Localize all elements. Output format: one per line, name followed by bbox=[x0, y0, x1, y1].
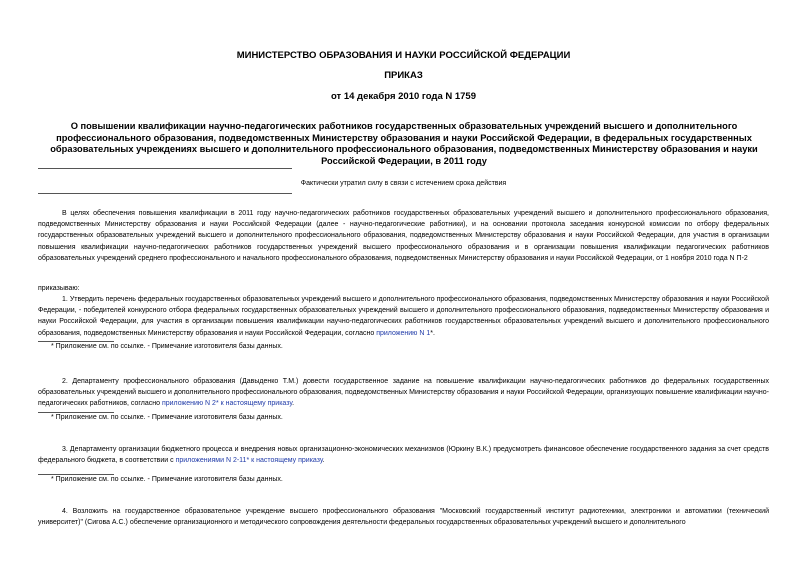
item-1 bbox=[38, 294, 769, 339]
divider bbox=[38, 168, 292, 169]
divider bbox=[38, 193, 292, 194]
document-date: от 14 декабря 2010 года N 1759 bbox=[330, 91, 476, 102]
item-1-tail: *. bbox=[430, 329, 435, 337]
footnote-divider bbox=[38, 474, 114, 475]
item-3-link[interactable]: приложениями N 2-11* к настоящему приказу bbox=[175, 457, 323, 465]
footnote: * Приложение см. по ссылке. - Примечание изготовителя базы данных. bbox=[51, 343, 283, 350]
item-1-text: 1. Утвердить перечень федеральных государственных образовательных учреждений высшего и дополнительного профессионального образования, подведомственных Министерству образования и науки Российской Федерации, - победителей конкурсного отбора федеральных государственных образовательных учреждений высшего и дополнительного профессионального образования, подведомственных Министерству образования и науки Российской Федерации, для участия в организации повышения квалификации научно-педагогических работников государственных образовательных учреждений высшего и дополнительного профессионального образования, подведомственных Министерству образования и науки Российской Федерации, согласно bbox=[38, 296, 769, 337]
ministry-name: МИНИСТЕРСТВО ОБРАЗОВАНИЯ И НАУКИ РОССИЙСКОЙ ФЕДЕРАЦИИ bbox=[236, 50, 571, 61]
item-2-link[interactable]: приложению N 2* к настоящему приказу bbox=[161, 400, 293, 408]
document-type: ПРИКАЗ bbox=[384, 70, 423, 81]
footnote: * Приложение см. по ссылке. - Примечание изготовителя базы данных. bbox=[51, 414, 283, 421]
intro-paragraph: В целях обеспечения повышения квалификации в 2011 году научно-педагогических работников государственных образовательных учреждений высшего и дополнительного профессионального образования, подведомственных Министерству образования и науки Российской Федерации (далее - научно-педагогические работники), и на основании протокола заседания конкурсной комиссии по отбору федеральных государственных образовательных учреждений высшего и дополнительного профессионального образования, подведомственных Министерству образования и науки Российской Федерации, для участия в организации повышения квалификации научно-педагогических работников государственных учреждений высшего профессионального образования и в организации повышения квалификации педагогических работников образовательных учреждений среднего профессионального и начального профессионального образования, подведомственных Министерству образования и науки Российской Федерации, от 1 ноября 2010 года N П-2 bbox=[38, 210, 769, 262]
footnote-divider bbox=[38, 341, 114, 342]
item-4 bbox=[38, 506, 769, 528]
item-3 bbox=[38, 444, 769, 466]
footnote-divider bbox=[38, 412, 114, 413]
item-3-tail: . bbox=[322, 457, 325, 465]
item-2-tail: . bbox=[292, 400, 295, 408]
order-word: приказываю: bbox=[38, 285, 80, 292]
item-2-text: 2. Департаменту профессионального образования (Давыденко Т.М.) довести государственное задание на повышение квалификации научно-педагогических работников до федеральных государственных образовательных учреждений высшего и дополнительного профессионального образования, подведомственных Министерству образования и науки Российской Федерации, организующих повышение квалификации научно-педагогических работников, согласно bbox=[38, 378, 769, 408]
item-2 bbox=[38, 376, 769, 410]
status-note: Фактически утратил силу в связи с истечением срока действия bbox=[300, 180, 507, 187]
item-3-text: 3. Департаменту организации бюджетного процесса и внедрения новых организационно-экономических механизмов (Юркину В.К.) предусмотреть финансовое обеспечение государственного задания за счет средств федерального бюджета, в соответствии с bbox=[38, 446, 769, 465]
footnote: * Приложение см. по ссылке. - Примечание изготовителя базы данных. bbox=[51, 476, 283, 483]
item-1-link[interactable]: приложению N 1 bbox=[376, 329, 431, 337]
item-4-text: 4. Возложить на государственное образовательное учреждение высшего профессионального образования "Московский государственный институт радиотехники, электроники и автоматики (технический университет)" (Сигова А.С.) обеспечение организационного и методического сопровождения деятельности федеральных государственных образовательных учреждений высшего и дополнительного bbox=[38, 508, 769, 527]
document-title: О повышении квалификации научно-педагогических работников государственных образовательных учреждений высшего и дополнительного профессионального образования, подведомственных Министерству образования и науки Российской Федерации, в федеральных государственных образовательных учреждениях высшего и дополнительного профессионального образования, подведомственных Министерству образования и науки Российской Федерации, в 2011 году bbox=[50, 121, 758, 166]
